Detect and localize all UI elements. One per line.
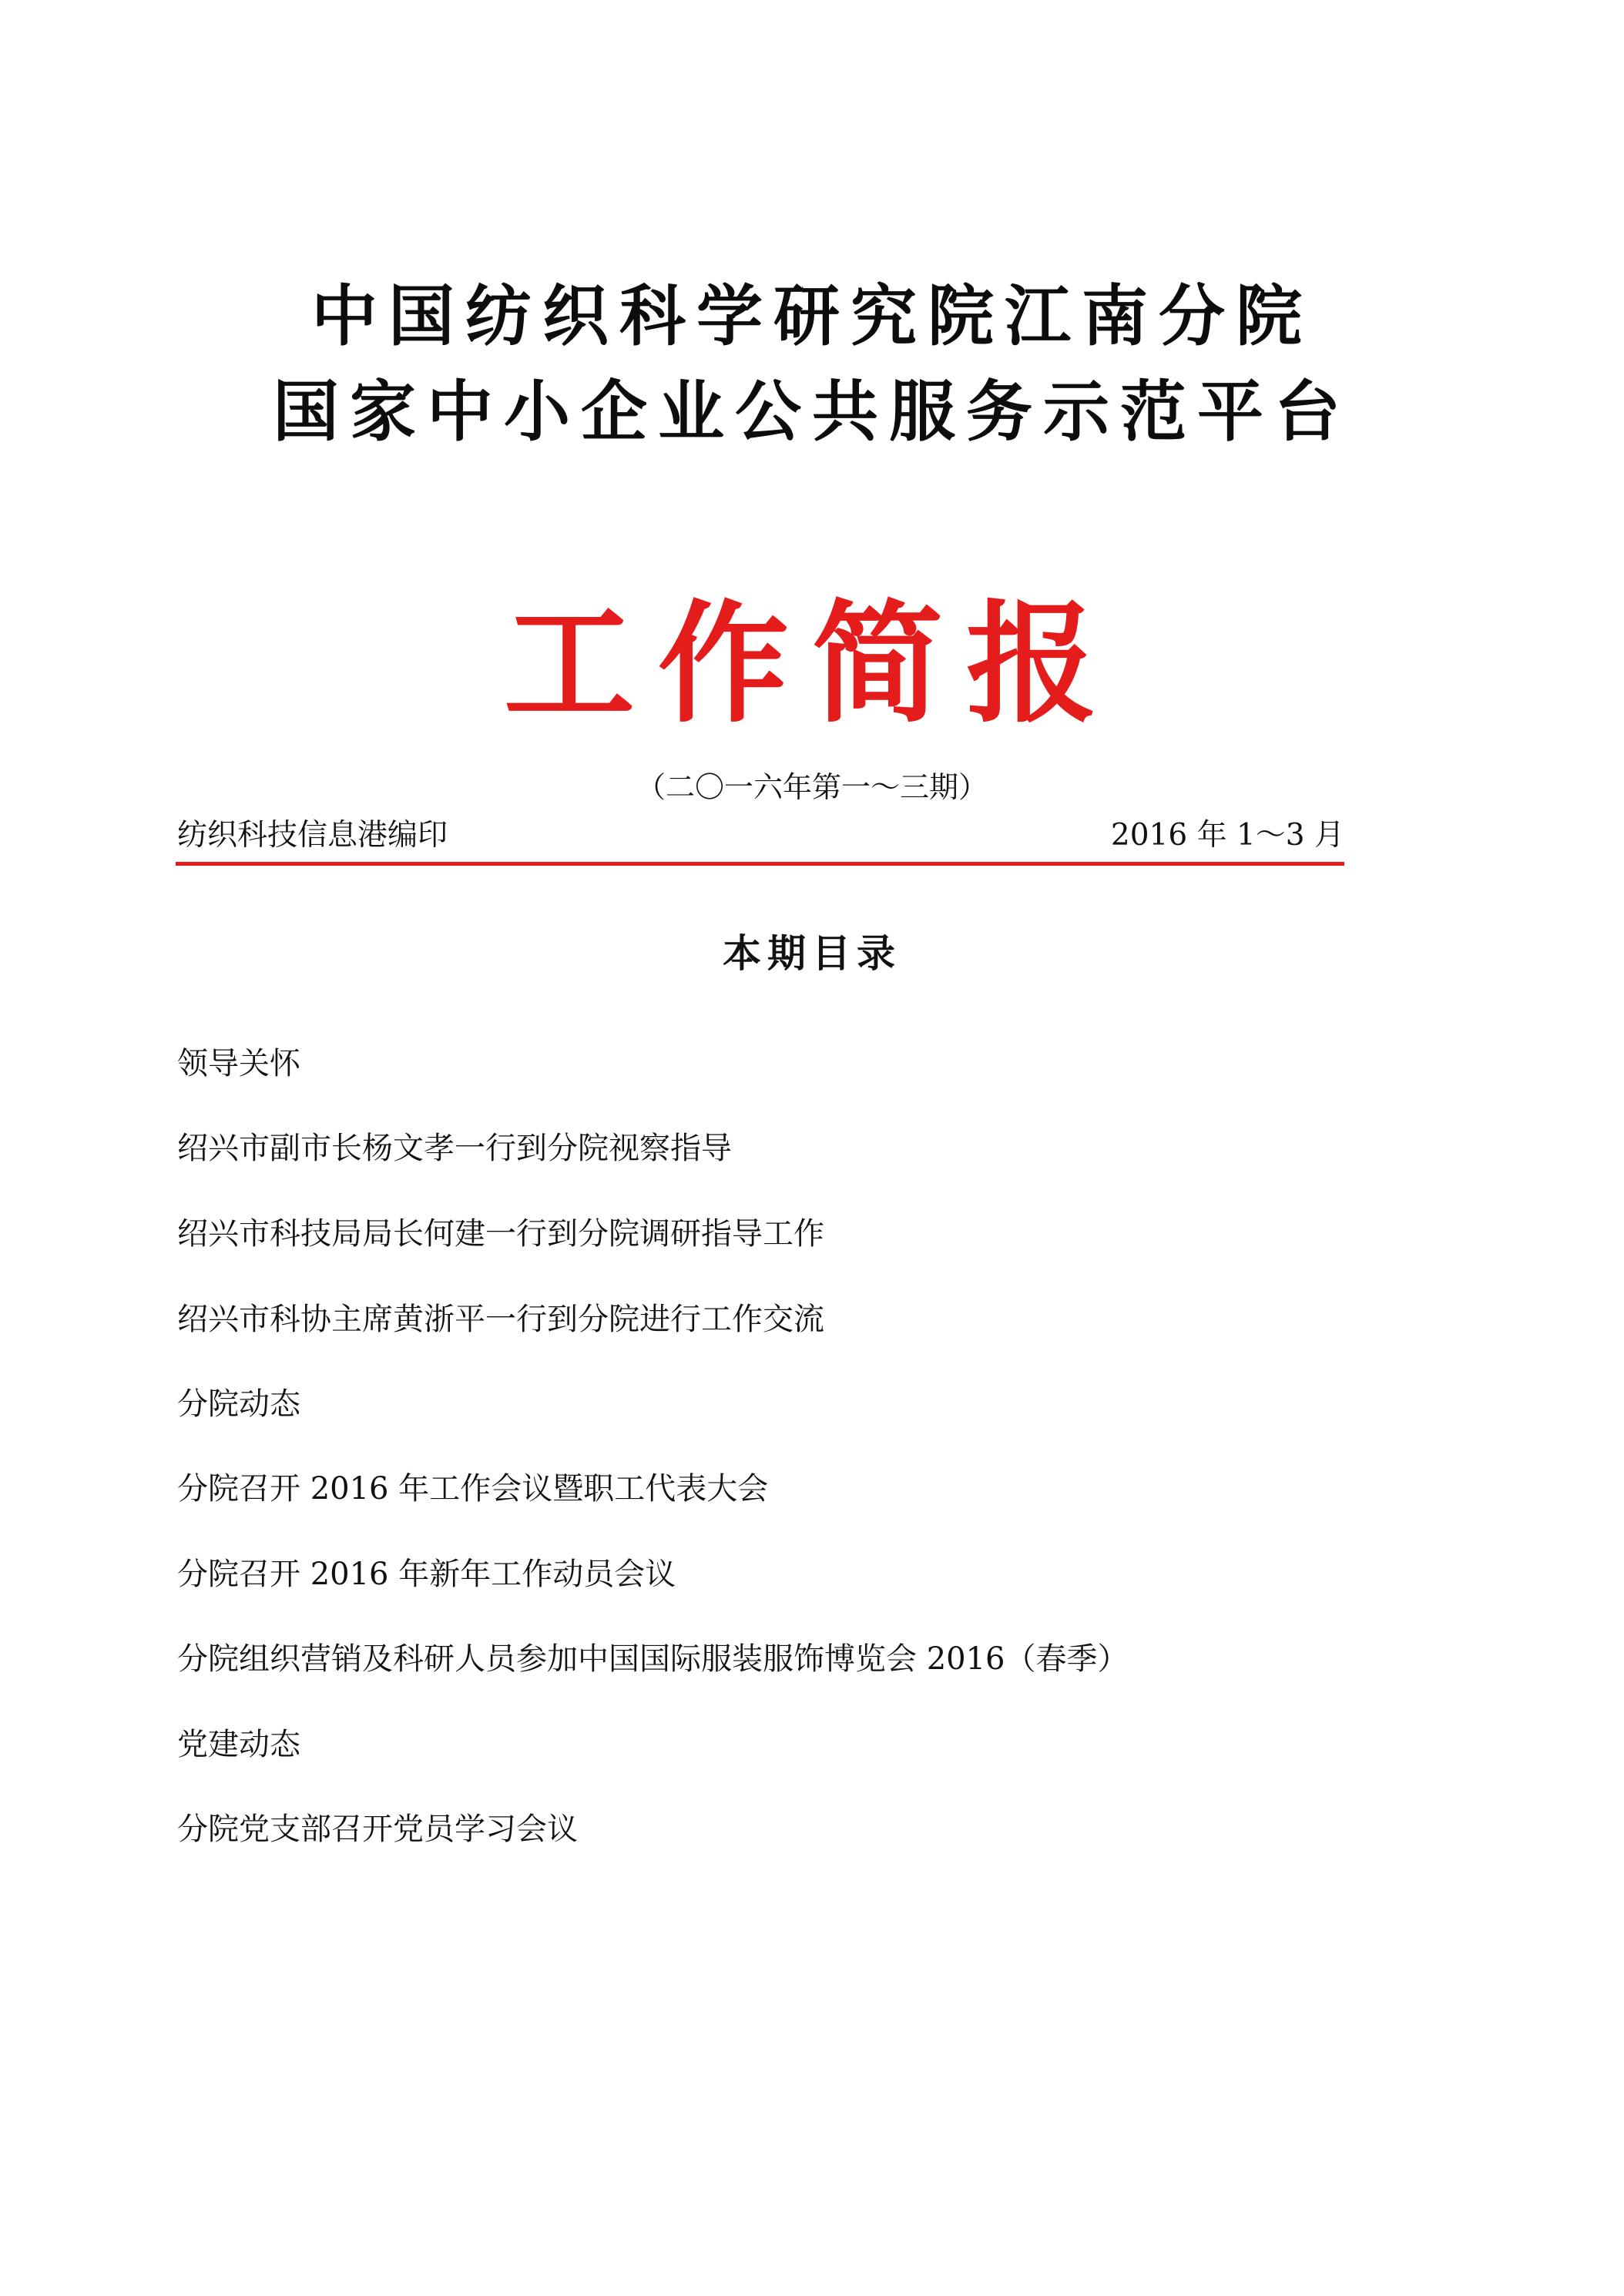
toc-entry: 分院党支部召开党员学习会议: [177, 1812, 578, 1847]
toc-section-title: 领导关怀: [177, 1046, 300, 1081]
toc-section-title: 分院动态: [177, 1386, 300, 1422]
toc-heading: 本期目录: [723, 931, 901, 976]
org-title-line-1: 中国纺织科学研究院江南分院: [311, 277, 1313, 355]
publisher: 纺织科技信息港编印: [177, 818, 448, 853]
org-title-line-2: 国家中小企业公共服务示范平台: [273, 373, 1351, 451]
toc-entry: 绍兴市科协主席黄浙平一行到分院进行工作交流: [177, 1302, 824, 1337]
masthead: [177, 820, 1344, 863]
publication-date: 2016 年 1～3 月: [1110, 818, 1344, 853]
toc-entry: 绍兴市科技局局长何建一行到分院调研指导工作: [177, 1216, 824, 1252]
toc-entry: 分院召开 2016 年工作会议暨职工代表大会: [177, 1471, 769, 1507]
toc-entry: 分院召开 2016 年新年工作动员会议: [177, 1557, 676, 1592]
bulletin-title: 工作简报: [503, 588, 1120, 741]
red-divider: [176, 862, 1344, 866]
toc-entry: 绍兴市副市长杨文孝一行到分院视察指导: [177, 1131, 732, 1166]
toc-entry: 分院组织营销及科研人员参加中国国际服装服饰博览会 2016（春季）: [177, 1641, 1129, 1677]
toc-section-title: 党建动态: [177, 1727, 300, 1762]
issue-number: （二〇一六年第一～三期）: [636, 770, 988, 804]
